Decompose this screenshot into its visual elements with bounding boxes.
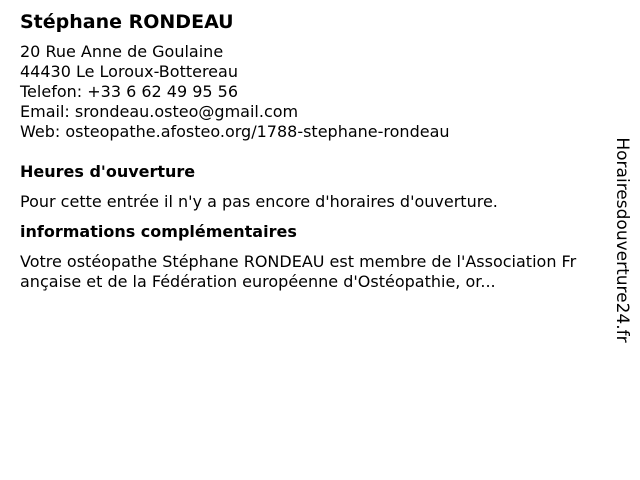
phone-line[interactable]: Telefon: +33 6 62 49 95 56 <box>20 82 239 101</box>
address-city: 44430 Le Loroux-Bottereau <box>20 62 238 81</box>
web-line[interactable]: Web: osteopathe.afosteo.org/1788-stephane-rondeau <box>20 122 450 141</box>
info-text: Votre ostéopathe Stéphane RONDEAU est membre de l'Association Française et de la Fédération européenne d'Ostéopathie, or... <box>20 252 577 291</box>
hours-text: Pour cette entrée il n'y a pas encore d'horaires d'ouverture. <box>20 192 498 211</box>
address-street: 20 Rue Anne de Goulaine <box>20 42 224 61</box>
business-name: Stéphane RONDEAU <box>20 11 234 33</box>
info-heading: informations complémentaires <box>20 222 297 241</box>
email-line[interactable]: Email: srondeau.osteo@gmail.com <box>20 102 299 121</box>
hours-heading: Heures d'ouverture <box>20 162 196 181</box>
business-card <box>20 10 590 292</box>
site-watermark: Horairesdouverture24.fr <box>612 137 632 343</box>
